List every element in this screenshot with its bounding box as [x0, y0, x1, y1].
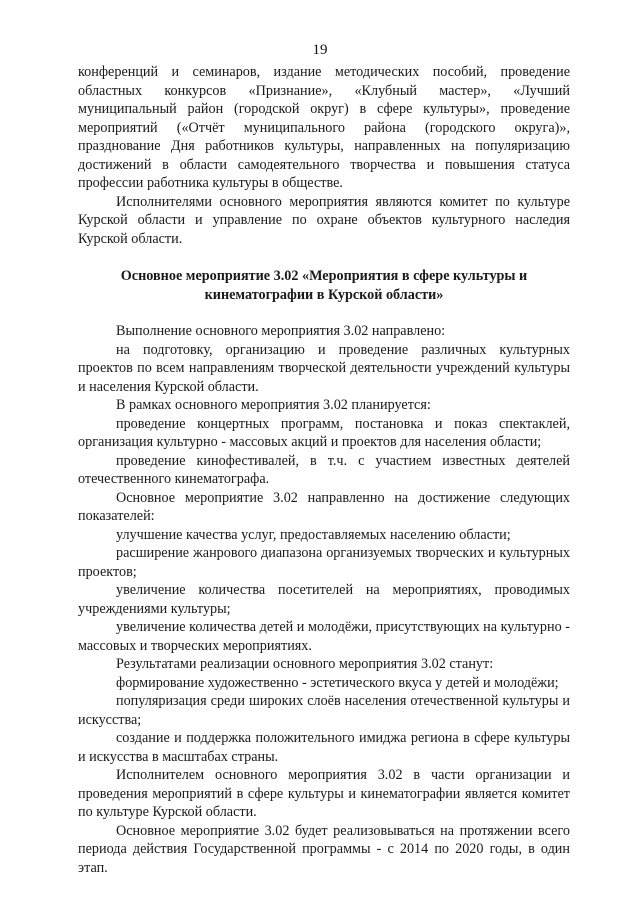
paragraph: улучшение качества услуг, предоставляемых населению области; [116, 526, 511, 543]
paragraph: В рамках основного мероприятия 3.02 планируется: [116, 397, 431, 413]
section-heading: Основное мероприятие 3.02 «Мероприятия в сфере культуры и кинематографии в Курской области» [120, 268, 528, 303]
paragraph: на подготовку, организацию и проведение различных культурных проектов по всем направлениям творческой деятельности учреждений культуры и населения Курской области. [78, 341, 570, 395]
paragraph-continuation: конференций и семинаров, издание методических пособий, проведение областных конкурсов «Признание», «Клубный мастер», «Лучший муниципальный район (городской округ) в сфере культуры», проведение мероприятий («Отчёт муниципального района (городского округа)», празднование Дня работников культуры, направленных на популяризацию достижений в области самодеятельного творчества и повышения статуса профессии работника культуры в обществе. [78, 64, 570, 191]
paragraph: Исполнителем основного мероприятия 3.02 в части организации и проведения мероприятий в сфере культуры и кинематографии является комитет по культуре Курской области. [78, 767, 570, 820]
paragraph: Основное мероприятие 3.02 будет реализовываться на протяжении всего периода действия Государственной программы - с 2014 по 2020 годы, в один этап. [78, 822, 570, 876]
paragraph: создание и поддержка положительного имиджа региона в сфере культуры и искусства в масштабах страны. [78, 730, 570, 765]
document-body [78, 63, 570, 877]
paragraph: расширение жанрового диапазона организуемых творческих и культурных проектов; [78, 545, 570, 580]
paragraph: увеличение количества посетителей на мероприятиях, проводимых учреждениями культуры; [78, 582, 570, 617]
paragraph: Результатами реализации основного мероприятия 3.02 станут: [116, 656, 494, 672]
paragraph: проведение кинофестивалей, в т.ч. с участием известных деятелей отечественного кинематографа. [78, 452, 570, 487]
paragraph: Основное мероприятие 3.02 направленно на достижение следующих показателей: [78, 489, 570, 524]
page-number: 19 [312, 42, 328, 58]
paragraph: проведение концертных программ, постановка и показ спектаклей, организация культурно - массовых акций и проектов для населения области; [78, 415, 570, 450]
paragraph: Выполнение основного мероприятия 3.02 направлено: [116, 323, 446, 339]
paragraph: популяризация среди широких слоёв населения отечественной культуры и искусства; [78, 693, 570, 728]
paragraph: формирование художественно - эстетического вкуса у детей и молодёжи; [116, 674, 559, 691]
paragraph: увеличение количества детей и молодёжи, присутствующих на культурно - массовых и творческих мероприятиях. [78, 619, 570, 654]
paragraph-executors: Исполнителями основного мероприятия являются комитет по культуре Курской области и управление по охране объектов культурного наследия Курской области. [78, 193, 570, 247]
